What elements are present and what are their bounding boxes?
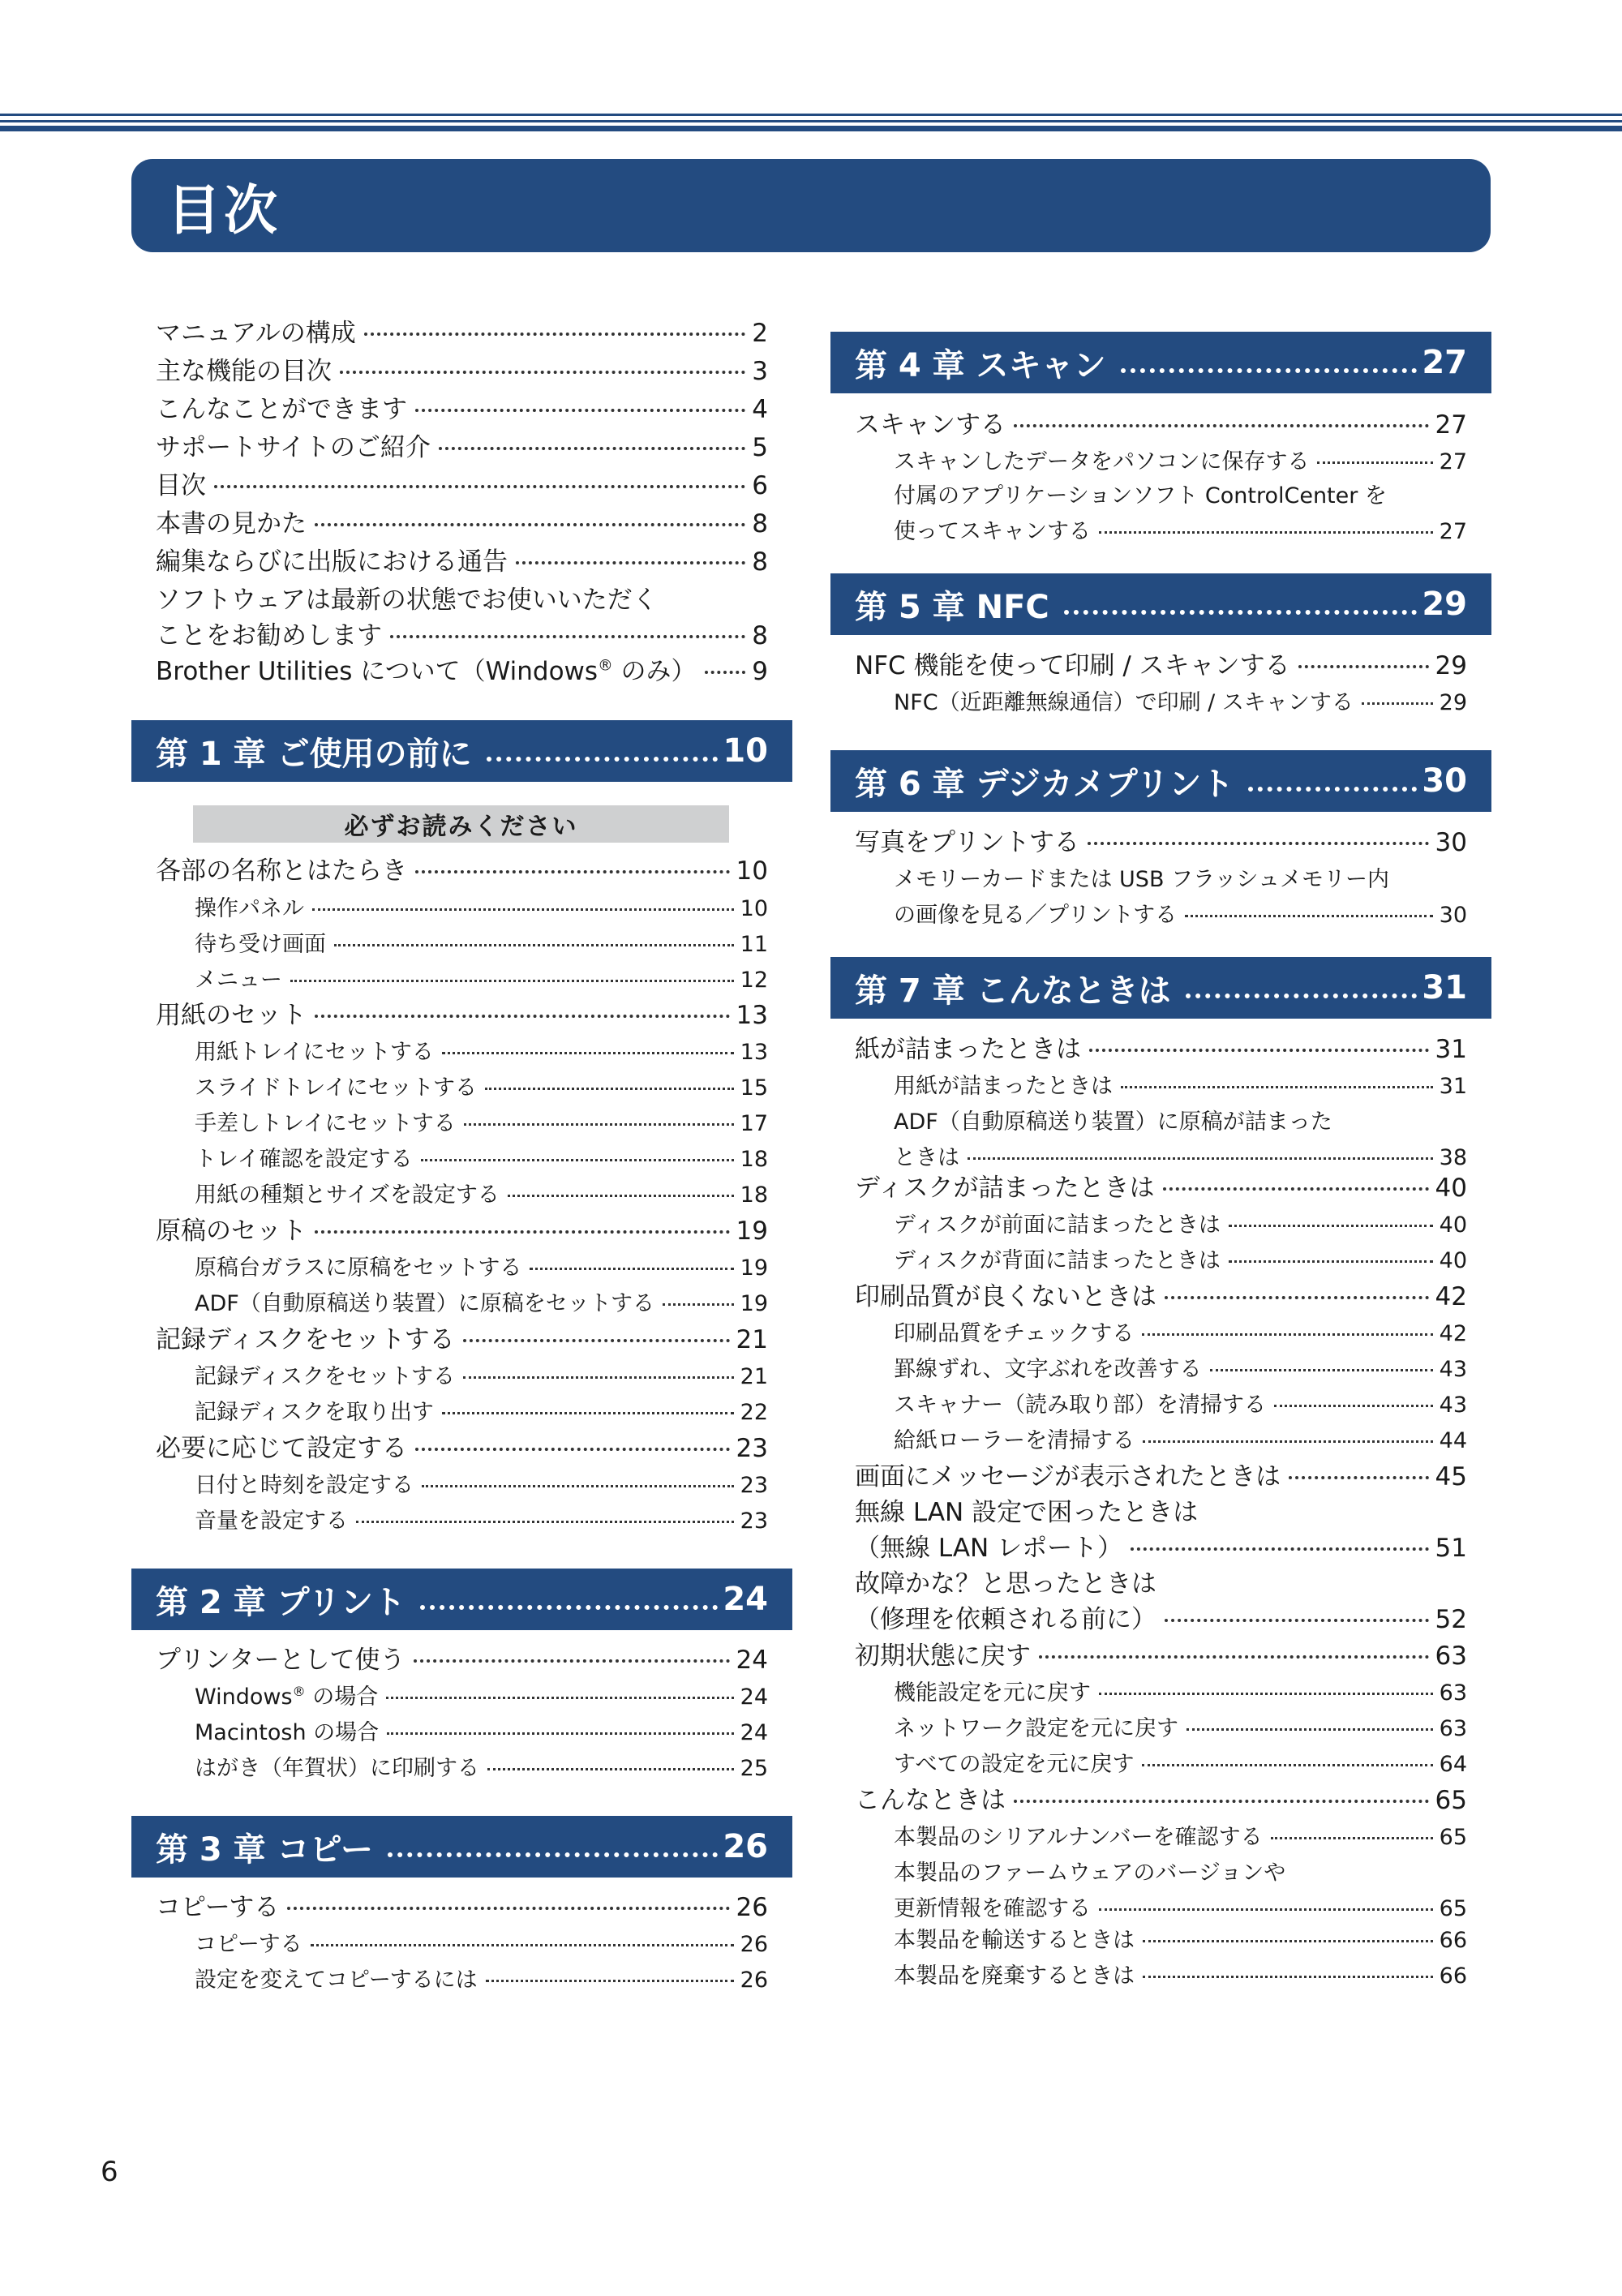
toc-section[interactable]: スキャンする 27 [855,410,1467,440]
toc-section[interactable]: 用紙のセット 13 [156,1001,768,1030]
chapter-3-header[interactable]: 第 3 章 コピー 26 [131,1816,792,1878]
toc-entry[interactable]: 目次 6 [156,471,768,500]
toc-item[interactable]: Macintosh の場合 24 [195,1720,768,1745]
toc-item[interactable]: ディスクが前面に詰まったときは 40 [894,1212,1467,1238]
toc-item[interactable]: スキャナー（読み取り部）を清掃する 43 [894,1393,1467,1418]
toc-item[interactable]: NFC（近距離無線通信）で印刷 / スキャンする 29 [894,690,1467,715]
toc-item[interactable]: はがき（年賀状）に印刷する 25 [195,1756,768,1781]
toc-item[interactable]: スライドトレイにセットする 15 [195,1075,768,1101]
toc-item[interactable]: 操作パネル 10 [195,896,768,921]
toc-section[interactable]: NFC 機能を使って印刷 / スキャンする 29 [855,651,1467,680]
toc-item[interactable]: 原稿台ガラスに原稿をセットする 19 [195,1255,768,1281]
toc-item[interactable]: 印刷品質をチェックする 42 [894,1321,1467,1346]
toc-entry[interactable]: Brother Utilities について（Windows® のみ） 9 [156,657,768,686]
toc-item[interactable]: 音量を設定する 23 [195,1508,768,1534]
toc-section[interactable]: 故障かな？と思ったときは （修理を依頼される前に） 52 [855,1569,1467,1634]
must-read-label: 必ずお読みください [193,805,729,843]
toc-entry[interactable]: ソフトウェアは最新の状態でお使いいただく ことをお勧めします 8 [156,586,768,650]
toc-section[interactable]: 原稿のセット 19 [156,1217,768,1246]
toc-item[interactable]: コピーする 26 [195,1932,768,1957]
toc-section[interactable]: 必要に応じて設定する 23 [156,1434,768,1463]
page-title-bar [131,159,1491,252]
toc-item[interactable]: 手差しトレイにセットする 17 [195,1111,768,1136]
toc-item[interactable]: スキャンしたデータをパソコンに保存する 27 [894,449,1467,474]
page-title: 目次 [167,179,281,242]
toc-entry[interactable]: こんなことができます 4 [156,395,768,424]
toc-section[interactable]: 紙が詰まったときは 31 [855,1035,1467,1064]
toc-item[interactable]: 本製品のファームウェアのバージョンや 更新情報を確認する 65 [894,1860,1467,1921]
header-rule-thick [0,126,1622,131]
header-rule-thin [0,114,1622,116]
toc-item[interactable]: 罫線ずれ、文字ぶれを改善する 43 [894,1357,1467,1382]
toc-section[interactable]: コピーする 26 [156,1893,768,1922]
chapter-7-header[interactable]: 第 7 章 こんなときは 31 [830,957,1491,1019]
toc-item[interactable]: 日付と時刻を設定する 23 [195,1473,768,1498]
toc-item[interactable]: トレイ確認を設定する 18 [195,1147,768,1172]
chapter-4-header[interactable]: 第 4 章 スキャン 27 [830,332,1491,393]
toc-item[interactable]: 用紙トレイにセットする 13 [195,1040,768,1065]
toc-section[interactable]: 記録ディスクをセットする 21 [156,1325,768,1354]
toc-section[interactable]: プリンターとして使う 24 [156,1646,768,1675]
toc-item[interactable]: 用紙の種類とサイズを設定する 18 [195,1182,768,1208]
toc-item[interactable]: 付属のアプリケーションソフト ControlCenter を 使ってスキャンする 27 [894,483,1467,544]
toc-item[interactable]: 機能設定を元に戻す 63 [894,1680,1467,1706]
toc-item[interactable]: メニュー 12 [195,968,768,993]
header-rule-thin-2 [0,120,1622,122]
toc-item[interactable]: 記録ディスクを取り出す 22 [195,1400,768,1425]
chapter-1-header[interactable]: 第 1 章 ご使用の前に 10 [131,720,792,782]
toc-item[interactable]: 本製品を輸送するときは 66 [894,1928,1467,1953]
toc-item[interactable]: Windows® の場合 24 [195,1684,768,1710]
toc-item[interactable]: 用紙が詰まったときは 31 [894,1074,1467,1099]
toc-section[interactable]: 画面にメッセージが表示されたときは 45 [855,1462,1467,1491]
chapter-2-header[interactable]: 第 2 章 プリント 24 [131,1569,792,1630]
toc-section[interactable]: 無線 LAN 設定で困ったときは （無線 LAN レポート） 51 [855,1498,1467,1563]
toc-section[interactable]: こんなときは 65 [855,1786,1467,1815]
chapter-6-header[interactable]: 第 6 章 デジカメプリント 30 [830,750,1491,812]
toc-item[interactable]: 設定を変えてコピーするには 26 [195,1968,768,1993]
page-number: 6 [101,2156,118,2188]
toc-entry[interactable]: サポートサイトのご紹介 5 [156,433,768,462]
toc-section[interactable]: ディスクが詰まったときは 40 [855,1174,1467,1203]
toc-entry[interactable]: 本書の見かた 8 [156,509,768,539]
toc-item[interactable]: すべての設定を元に戻す 64 [894,1752,1467,1777]
toc-item[interactable]: 本製品のシリアルナンバーを確認する 65 [894,1825,1467,1850]
toc-item[interactable]: 記録ディスクをセットする 21 [195,1364,768,1389]
toc-section[interactable]: 印刷品質が良くないときは 42 [855,1282,1467,1311]
toc-entry[interactable]: 主な機能の目次 3 [156,357,768,386]
toc-item[interactable]: メモリーカードまたは USB フラッシュメモリー内 の画像を見る／プリントする 30 [894,867,1467,928]
toc-item[interactable]: 待ち受け画面 11 [195,932,768,957]
chapter-5-header[interactable]: 第 5 章 NFC 29 [830,573,1491,635]
toc-section[interactable]: 写真をプリントする 30 [855,828,1467,857]
toc-item[interactable]: ディスクが背面に詰まったときは 40 [894,1248,1467,1273]
toc-item[interactable]: ADF（自動原稿送り装置）に原稿が詰まった ときは 38 [894,1109,1467,1170]
toc-item[interactable]: 給紙ローラーを清掃する 44 [894,1428,1467,1453]
toc-entry[interactable]: マニュアルの構成 2 [156,319,768,348]
toc-item[interactable]: ADF（自動原稿送り装置）に原稿をセットする 19 [195,1291,768,1316]
toc-item[interactable]: 本製品を廃棄するときは 66 [894,1963,1467,1989]
toc-section[interactable]: 各部の名称とはたらき 10 [156,856,768,886]
toc-section[interactable]: 初期状態に戻す 63 [855,1642,1467,1671]
toc-item[interactable]: ネットワーク設定を元に戻す 63 [894,1716,1467,1741]
toc-entry[interactable]: 編集ならびに出版における通告 8 [156,547,768,577]
